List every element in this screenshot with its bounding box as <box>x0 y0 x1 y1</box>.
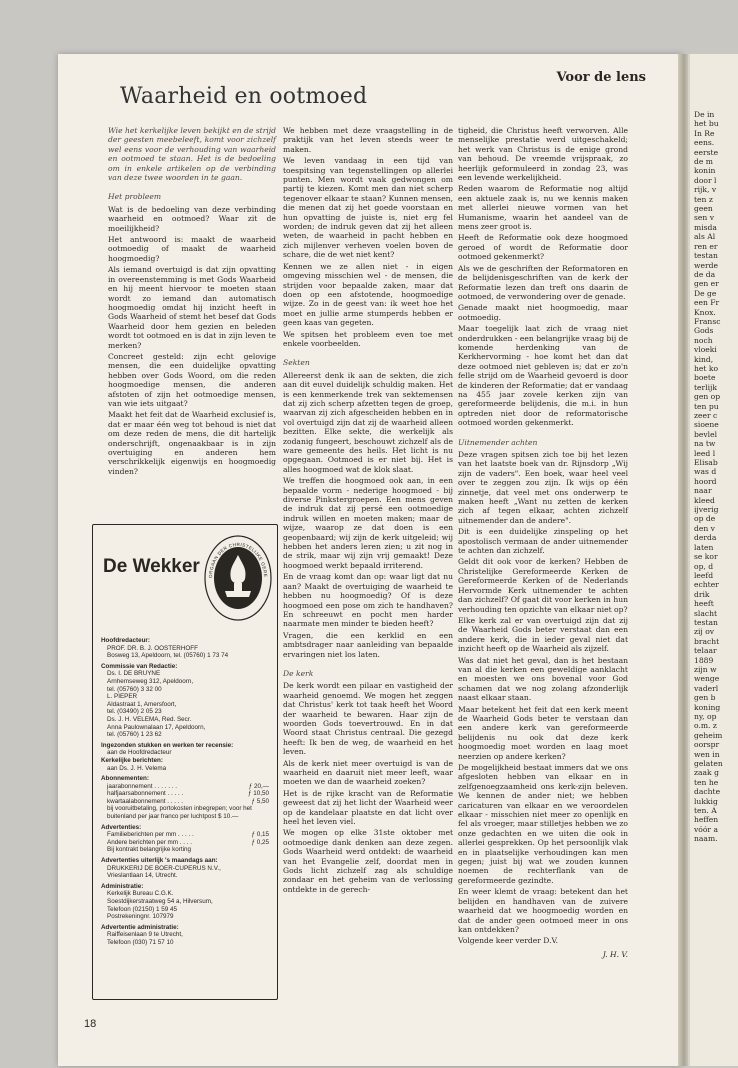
label: Administratie: <box>101 882 144 890</box>
paragraph: Deze vragen spitsen zich toe bij het lezen van het laatste boek van dr. Rijnsdorp „Wij zijn de vaders". Een boek, waar heel veel over te zeggen zou zijn. Ik wijs op één zinnetje, dat veel met ons onderwerp te maken heeft „Want nu zetten de kerken zich af tegen elkaar, achten zichzelf uitnemender dan de andere". <box>458 450 628 525</box>
right-page-line: was d <box>694 467 717 477</box>
right-page-line: heffen <box>694 815 719 825</box>
right-page-line: hoord <box>694 476 717 486</box>
label: Commissie van Redactie: <box>101 662 178 670</box>
right-page-line: geen <box>694 204 713 214</box>
right-page-line: den v <box>694 523 715 533</box>
text-line: Ds. I. DE BRUYNE <box>107 670 161 678</box>
paragraph: Dit is een duidelijke zinspeling op het apostolisch vermaan de ander uitnemender te achten dan zichzelf. <box>458 527 628 556</box>
text-line: Telefoon (02150) 1 59 45 <box>107 905 178 913</box>
right-page-line: kleed <box>694 495 715 505</box>
text-line: Vrieslantlaan 14, Utrecht. <box>107 872 178 880</box>
text-line: L. PIEPER <box>107 693 138 701</box>
paragraph: We leven vandaag in een tijd van toespitsing van tegenstellingen op allerlei punten. Men wordt vaak gedwongen om partij te kiezen. Komt men dan niet scherp tegenover elkaar te staan? Kunnen mensen, die menen dat zij het goede voorstaan en hun opvatting de juiste is, niet erg fel worden; de indruk geven dat zij het alleen weten, de waarheid in pacht hebben en zich mijlenver verheven voelen boven de schare, die de wet niet kent? <box>283 156 453 260</box>
text-line: Bosweg 13, Apeldoorn, tel. (05760) 1 73 74 <box>107 652 229 660</box>
right-page-line: de m <box>694 157 713 167</box>
text-line: Kerkelijk Bureau C.G.K. <box>107 890 174 898</box>
article-title: Waarheid en ootmoed <box>120 84 368 109</box>
right-page-line: Fransc <box>694 316 721 326</box>
right-page-line: ny, op <box>694 712 717 721</box>
column-1 <box>108 126 276 478</box>
right-page-line: Gods <box>694 326 714 336</box>
right-page-line: sioene <box>694 420 719 430</box>
church-seal-icon <box>203 533 273 623</box>
right-page-line: leefd <box>694 570 714 580</box>
right-page-line: Elisab <box>694 458 718 468</box>
right-page-line: De in <box>694 110 715 119</box>
text-line: Raiffeisenlaan 9 te Utrecht, <box>107 931 183 939</box>
text-line: tel. (03490) 2 05 23 <box>107 708 162 716</box>
paragraph: Reden waarom de Reformatie nog altijd een aktuele zaak is, nu we kennis maken met allerlei nieuwe vormen van het Humanisme, waarin het aandeel van de mens zeer groot is. <box>458 184 628 232</box>
right-page-line: wen in <box>694 749 720 759</box>
label: Advertenties uiterlijk 's maandags aan: <box>101 857 218 865</box>
text-line: PROF. DR. B. J. OOSTERHOFF <box>107 644 198 652</box>
right-page-line: ten he <box>694 777 719 787</box>
paragraph: Volgende keer verder D.V. <box>458 936 559 946</box>
text-line: aan de Hoofdredacteur <box>107 749 172 757</box>
right-page-line: De ge <box>694 288 717 298</box>
right-page-line: rijk, v <box>694 185 717 195</box>
right-page-fragments <box>694 110 738 844</box>
right-page-line: het bu <box>694 119 719 129</box>
right-page-line: geheim <box>694 730 723 740</box>
paragraph: Maar toegelijk laat zich de vraag niet onderdrukken - een belangrijke vraag bij de komende herdenking van de Kerkhervorming - hoe komt het dan dat deze ootmoed niet gebleven is; dat er zo'n felle strijd om de Waarheid gevoerd is door de kinderen der Reformatie; dat er vandaag na 455 jaar zovele kerken zijn van gereformeerde belijdenis, die m.i. in hun optreden niet door de reformatorische ootmoed worden gekenmerkt. <box>458 324 628 428</box>
paragraph: Wat is de bedoeling van deze verbinding waarheid en ootmoed? Waar zit de moeilijkheid? <box>108 204 276 233</box>
right-page-line: gen op <box>694 392 721 402</box>
right-page-line: wenge <box>694 674 720 684</box>
subheading-uitnemender: Uitnemender achten <box>458 437 538 447</box>
right-page-line: 1889 <box>694 655 714 665</box>
right-page-line: ten z <box>694 194 713 204</box>
masthead <box>101 533 269 629</box>
paragraph: De mogelijkheid bestaat immers dat we ons afgesloten hebben van elkaar en in zelfgenoegzaamheid ons kerk-zijn beleven. We kennen de ander niet; we hebben caricaturen van elkaar en we veroordelen elkaar - misschien niet meer zo openlijk en fel als vroeger, maar stilletjes hebben we zo onze gedachten en we uiten die ook in allerlei gesprekken. Op het persoonlijk vlak en in plaatselijke verhoudingen kan men gegen; juist bij wat we zouden kunnen noemen de rechterflank van de gereformeerde gezindte. <box>458 763 628 885</box>
right-page-line: de da <box>694 269 716 279</box>
right-page-line: In Re <box>694 128 715 138</box>
right-page-line: koning <box>694 702 721 712</box>
paragraph: En weer klemt de vraag: betekent dan het belijden en handhaven van de zuivere waarheid dat we hoogmoedig worden en dat de ander geen ootmoed meer in ons kan ontdekken? <box>458 887 628 934</box>
paragraph: Als iemand overtuigd is dat zijn opvatting in overeenstemming is met Gods Waarheid en hij meent hiervoor te moeten staan wordt zo iemand dan automatisch hoogmoedig omdat hij inzicht heeft in Gods Waarheid of stemt het besef dat Gods Waarheid door hem gezien en beleden wordt tot ootmoed en is dat in zijn leven te merken? <box>108 265 276 350</box>
column-3 <box>458 126 628 961</box>
author-signature: J. H. V. <box>602 949 628 959</box>
subheading-de-kerk: De kerk <box>283 668 314 678</box>
right-page-line: oorspr <box>694 740 720 750</box>
label: Advertentie administratie: <box>101 923 179 931</box>
section-label: Voor de lens <box>556 70 646 85</box>
right-page-line: heeft <box>694 599 714 609</box>
paragraph: Vragen, die een kerklid en een ambtsdrager naar aanleiding van bepaalde ervaringen niet los laten. <box>283 630 453 659</box>
price-row: halfjaarsabonnement . . . . . ƒ 10,50 <box>107 790 269 798</box>
right-page-line: gen b <box>694 693 716 703</box>
label: Ingezonden stukken en werken ter recensie: <box>101 741 234 749</box>
right-page-line: gelaten <box>694 759 723 769</box>
colophon-box <box>92 524 278 1000</box>
label: Hoofdredacteur: <box>101 637 150 644</box>
paragraph: Kennen we ze allen niet - in eigen omgeving misschien wel - de mensen, die strijden voor bepaalde zaken, maar dat doen op een afstotende, hoogmoedige wijze. Zo in de geest van: ik weet hoe het moet en jullie arme stumperds hebben er geen kaas van gegeten. <box>283 261 453 328</box>
paragraph: Het antwoord is: maakt de waarheid ootmoedig of maakt de waarheid hoogmoedig? <box>108 235 276 263</box>
right-page-line: naar <box>694 486 712 496</box>
right-page-line: vloeki <box>694 345 717 355</box>
right-page-line: als Al <box>694 232 716 242</box>
paragraph: We hebben met deze vraagstelling in de praktijk van het leven steeds weer te maken. <box>283 126 453 154</box>
right-page-line: naam. <box>694 834 718 844</box>
text-line: tel. (05760) 3 32 00 <box>107 685 162 693</box>
right-page-line: sen v <box>694 213 714 223</box>
seal-text: ORGAAN DER CHRISTELIJKE GERE <box>207 541 269 579</box>
right-page-line: laten <box>694 542 714 552</box>
right-page-line: kind, <box>694 354 714 364</box>
paragraph: Genade maakt niet hoogmoedig, maar ootmoedig. <box>458 303 628 322</box>
paragraph: We spitsen het probleem even toe met enkele voorbeelden. <box>283 329 453 348</box>
right-page-line: zij ov <box>694 627 715 637</box>
text-line: Soestdijkerstraatweg 54 a, Hilversum, <box>107 898 213 905</box>
right-page-line: slacht <box>694 608 718 618</box>
paragraph: Concreet gesteld: zijn echt gelovige mensen, die een duidelijke opvatting hebben over Gods Woord, om die reden hoogmoedige mensen, die anderen afstoten of zijn het ootmoedige mensen, van wie iets uitgaat? <box>108 351 276 408</box>
paragraph: Allereerst denk ik aan de sekten, die zich aan dit euvel duidelijk schuldig maken. Het is een kenmerkende trek van sektemensen dat zij zich scherp afzetten tegen de groep, waarvan zij zich afgescheiden hebben en in vol overtuigd zijn dat zij de waarheid alleen bezitten. Elke sekte, die werkelijk als zodanig fungeert, beschouwt zichzelf als de ware gemeente des heils. Het licht is nu opgegaan. Ootmoed is er niet bij. Het is alles hoogmoed wat de klok slaat. <box>283 370 453 474</box>
paragraph: Geldt dit ook voor de kerken? Hebben de Christelijke Gereformeerde Kerken de Gereformeerde Kerken of de Nederlands Hervormde Kerk uitnemender te achten dan zichzelf? Of gaat dit voor kerken in hun verhouding ten opzichte van elkaar niet op? <box>458 557 628 614</box>
right-page-line: se kor <box>694 552 718 562</box>
right-page-line: na tw <box>694 439 716 449</box>
right-page-line: leed l <box>694 448 716 458</box>
right-page-line: dachte <box>694 787 721 797</box>
right-page-line: bracht <box>694 636 720 646</box>
right-page-line: zeer c <box>694 411 718 420</box>
right-page-line: terlijk <box>694 382 717 392</box>
right-page-line: op de <box>694 514 716 524</box>
subheading-sekten: Sekten <box>283 358 310 368</box>
right-page-line: door l <box>694 175 717 185</box>
label: Abonnementen: <box>101 775 149 783</box>
right-page-line: misda <box>694 222 717 232</box>
text-line: Arnhemseweg 312, Apeldoorn, <box>107 677 194 685</box>
right-page-line: eens. <box>694 138 715 148</box>
right-page-line: eerste <box>694 147 719 157</box>
masthead-title: De Wekker <box>103 556 200 577</box>
right-page-line: vóór a <box>694 824 719 834</box>
intro-text: Wie het kerkelijke leven bekijkt en de strijd der geesten meebeleeft, komt voor zichzelf wel eens voor de verhouding van waarheid en ootmoed te staan. Het is de bedoeling om in enkele artikelen op de verbinding van deze twee woorden in te gaan. <box>108 126 277 183</box>
column-2 <box>283 126 453 896</box>
paragraph: Was dat niet het geval, dan is het bestaan van al die kerken een geweldige aanklacht en moesten we ons bovenal voor God schamen dat we nog zolang afzonderlijk naast elkaar staan. <box>458 655 628 703</box>
right-page-line: testan <box>694 617 718 627</box>
text-line: Bij kontrakt belangrijke korting <box>107 846 191 854</box>
right-page-edge <box>688 54 738 1066</box>
right-page-line: ren er <box>694 241 718 251</box>
text-line: aan Ds. J. H. Velema <box>107 764 167 772</box>
price-row: jaarabonnement . . . . . . . ƒ 20,— <box>107 782 269 790</box>
right-page-line: bevlel <box>694 429 717 439</box>
paragraph: Het is de rijke kracht van de Reformatie geweest dat zij het licht der Waarheid weer op de kandelaar plaatste en dat licht over heel het leven viel. <box>283 788 453 827</box>
right-page-line: echter <box>694 580 719 590</box>
label: Advertenties: <box>101 823 142 831</box>
right-page-line: konin <box>694 166 716 176</box>
price-row: kwartaalabonnement . . . . . ƒ 5,50 <box>107 797 269 805</box>
text-line: Telefoon (030) 71 57 10 <box>107 938 174 946</box>
text-line: Aldastraat 1, Amersfoort, <box>107 700 177 708</box>
text-line: tel. (05760) 1 23 62 <box>107 731 162 739</box>
right-page-line: ten. A <box>694 806 717 816</box>
right-page-line: drik <box>694 589 710 599</box>
paragraph: Elke kerk zal er van overtuigd zijn dat zij de Waarheid Gods beter verstaat dan een andere kerk, die in ieder geval niet dat inzicht heeft op de Waarheid als zijzelf. <box>458 615 628 654</box>
right-page-line: zaak g <box>694 768 719 778</box>
text-line: bij vooruitbetaling, portokosten inbegrepen; voor het buitenland per jaar franco per luchtpost $ 10.— <box>107 805 252 821</box>
right-page-line: zijn w <box>694 664 717 674</box>
right-page-line: o.m. z <box>694 721 717 731</box>
paragraph: En de vraag komt dan op: waar ligt dat nu aan? Maakt de overtuiging de waarheid te hebben nu hoogmoedig? Of is deze hoogmoed een pose om zich te handhaven? En schreeuwt en pocht men harder naarmate men minder te bieden heeft? <box>283 572 453 629</box>
paragraph: Maar betekent het feit dat een kerk meent de Waarheid Gods beter te verstaan dan een andere kerk van gereformeerde belijdenis nu ook dat deze kerk hoogmoedig moet worden en laag moet neerzien op andere kerken? <box>458 704 628 761</box>
right-page-line: het ko <box>694 363 719 373</box>
right-page-line: lukkig <box>694 796 718 806</box>
paragraph: Maakt het feit dat de Waarheid exclusief is, dat er maar één weg tot behoud is niet dat om deze reden de mens, die dit hartelijk onderschrijft, ongenaakbaar is in zijn overtuiging en anderen hem verschrikkelijk eigenwijs en hoogmoedig vinden? <box>108 410 276 476</box>
paragraph: tigheid, die Christus heeft verworven. Alle menselijke prestatie werd uitgeschakeld; het werk van Christus is de enige grond van behoud. De vreemde vrijspraak, zo heerlijk geformuleerd in zondag 23, was een levende werkelijkheid. <box>458 126 628 183</box>
text-line: Postrekeningnr. 107979 <box>107 913 174 921</box>
price-row: Familieberichten per mm . . . . . ƒ 0,15 <box>107 831 269 839</box>
subheading-probleem: Het probleem <box>108 192 162 202</box>
right-page-line: een Fr <box>694 298 720 308</box>
paragraph: Als we de geschriften der Reformatoren en de belijdenisgeschriften van de kerk der Reformatie lezen dan treft ons daarin de ootmoed, de verwondering over de genade. <box>458 263 628 301</box>
right-page-line: testan <box>694 251 718 261</box>
right-page-line: ijverig <box>694 505 719 515</box>
price-row: Andere berichten per mm . . . . ƒ 0,25 <box>107 838 269 846</box>
right-page-line: vaderl <box>694 683 719 693</box>
text-line: Ds. J. H. VELEMA, Red. Secr. <box>107 715 192 723</box>
text-line: DRUKKERIJ DE BOER-CUPERUS N.V., <box>107 864 221 872</box>
right-page-line: noch <box>694 335 713 345</box>
paragraph: Heeft de Reformatie ook deze hoogmoed geroed of wordt de Reformatie door ootmoed gekenmerkt? <box>458 233 628 262</box>
right-page-line: derda <box>694 533 717 543</box>
paragraph: De kerk wordt een pilaar en vastigheid der waarheid genoemd. We mogen het zeggen dat Christus' kerk tot taak heeft het Woord der waarheid te bewaren. Haar zijn de woorden Gods toevertrouwd. En in dat Woord staat Christus centraal. Die gezegd heeft: Ik ben de weg, de waarheid en het leven. <box>283 681 453 757</box>
right-page-line: Knox. <box>694 307 716 317</box>
paragraph: We mogen op elke 31ste oktober met ootmoedige dank denken aan deze zegen. Gods Waarheid werd ontdekt: de waarheid van het Evangelie zelf, doordat men in Gods licht zichzelf zag als schuldige zondaar en het geheim van de verlossing ontdekte in de gerech- <box>283 828 453 894</box>
paragraph: Als de kerk niet meer overtuigd is van de waarheid en daaruit niet meer leeft, waar moeten we dan de waarheid zoeken? <box>283 758 453 787</box>
right-page-line: telaar <box>694 646 717 656</box>
right-page-line: boete <box>694 373 716 383</box>
right-page-line: op, d <box>694 561 714 571</box>
page-number: 18 <box>84 1018 97 1030</box>
right-page-line: gen er <box>694 279 719 289</box>
right-page-line: ten pu <box>694 401 719 411</box>
text-line: Anna Paulownalaan 17, Apeldoorn, <box>107 723 206 731</box>
paragraph: We treffen die hoogmoed ook aan, in een bepaalde vorm - nederige hoogmoed - bij diverse Pinkstergroepen. Een mens geven de indruk dat zij persé een ootmoedige indruk willen en moeten maken; maar de wijze, waarop ze dat doen is een geopenbaard; wij zijn de kerk uitgeleid; wij hebben het anders leren zien; u zit nog in de strik, maar wij zijn vrij gemaakt! Deze hoogmoed werkt bepaald irriterend. <box>283 476 453 570</box>
label: Kerkelijke berichten: <box>101 756 163 764</box>
right-page-line: werde <box>694 260 718 270</box>
